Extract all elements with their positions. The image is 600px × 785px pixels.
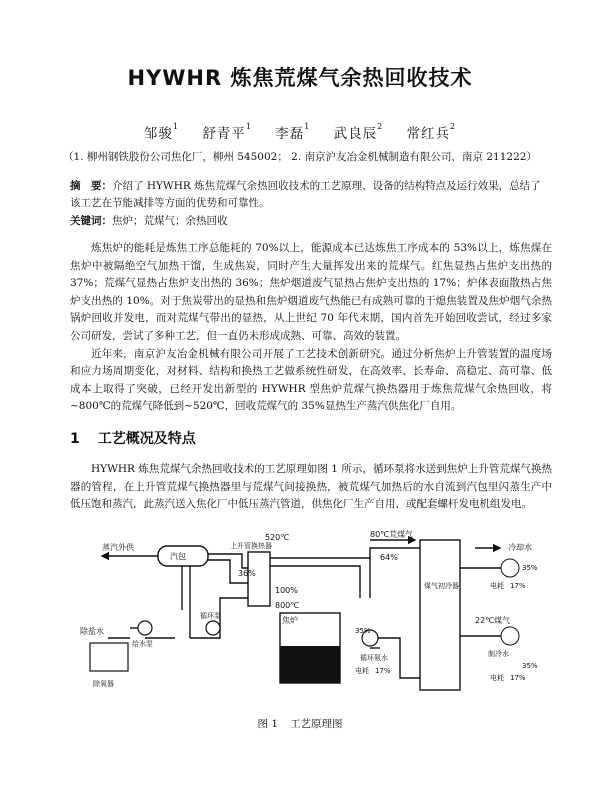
chilled-water-label: 制冷水 xyxy=(488,650,509,658)
author: 武良辰$^2$ xyxy=(333,122,384,142)
pct-100-label: 100% xyxy=(275,586,298,595)
abstract xyxy=(70,178,550,212)
coke-oven-body xyxy=(280,646,340,683)
abstract-text: 介绍了 HYWHR 炼焦荒煤气余热回收技术的工艺原理、设备的结构特点及运行效果，总结了该工艺在节能减排等方面的优势和可靠性。 xyxy=(70,180,541,209)
figure-caption xyxy=(0,716,600,731)
drum-label: 汽包 xyxy=(170,552,186,561)
elec-pct-1: 17% xyxy=(510,582,526,590)
process-diagram xyxy=(70,528,550,696)
keywords-text: 焦炉；荒煤气；余热回收 xyxy=(112,215,228,227)
author: 舒青平$^1$ xyxy=(202,122,252,142)
author: 李磊$^1$ xyxy=(275,122,311,142)
elec-pct-3: 17% xyxy=(510,674,526,682)
desalted-water-label: 除盐水 xyxy=(80,627,104,636)
elec-label-3: 电耗 xyxy=(490,674,504,682)
steam-out-label: 蒸汽外供 xyxy=(102,543,134,552)
paper-title: HYWHR 炼焦荒煤气余热回收技术 xyxy=(127,66,473,90)
pct-64-label: 64% xyxy=(380,553,398,562)
cooling-water-pump-icon xyxy=(501,559,519,577)
feed-pump-label: 给水泵 xyxy=(132,640,153,648)
paragraph: 近年来，南京沪友冶金机械有限公司开展了工艺技术创新研究。通过分析焦炉上升管装置的温度场和应力场周期变化，对材料、结构和换热工艺做系统性研发，在高效率、长寿命、高稳定、高可靠、低成本上取得了突破，已经开发出新型的 HYWHR 型焦炉荒煤气换热器用于炼焦荒煤气余热回收，将~800℃的荒煤气降低到~520℃，回收荒煤气的 35%显热生产蒸汽供焦化厂自用。 xyxy=(70,347,552,413)
chilled-water-pct: 35% xyxy=(522,662,538,670)
paragraph: HYWHR 炼焦荒煤气余热回收技术的工艺原理如图 1 所示，循环泵将水送到焦炉上升管荒煤气换热器的管程，在上升管荒煤气换热器里与荒煤气间接换热，被荒煤气加热后的水自流到汽包里闪蒸生产中低压饱和蒸汽，此蒸汽送入焦化厂中低压蒸汽管道，供焦化厂生产自用，或配套螺杆发电机组发电。 xyxy=(70,463,552,511)
feed-pump-icon xyxy=(138,621,152,635)
section-number: 1 xyxy=(70,431,80,447)
circulation-pump-icon xyxy=(206,621,220,635)
author: 常红兵$^2$ xyxy=(406,122,457,142)
elec-label-2: 电耗 xyxy=(355,667,369,675)
elec-pct-2: 17% xyxy=(375,667,391,675)
gas-22-label: 22℃煤气 xyxy=(475,616,511,625)
deaerator-tank xyxy=(90,643,128,671)
abstract-label: 摘 要： xyxy=(70,180,112,192)
gas-80-label: 80℃荒煤气 xyxy=(370,530,414,539)
keywords-label: 关键词： xyxy=(70,215,112,227)
cooling-water-pct: 35% xyxy=(522,564,538,572)
affiliations: （1. 柳州钢铁股份公司焦化厂，柳州 545002； 2. 南京沪友冶金机械制造有限公司，南京 211222） xyxy=(63,151,537,163)
paragraph: 炼焦炉的能耗是炼焦工序总能耗的 70%以上，能源成本已达炼焦工序成本的 53%以上，炼焦煤在焦炉中被隔绝空气加热干馏，生成焦炭，同时产生大量挥发出来的荒煤气。红焦显热占焦炉支出热的 37%；荒煤气显热占焦炉支出热的 36%；焦炉烟道废气显热占焦炉支出热的 17%；炉体表面散热占焦炉支出热的 10%。对于焦炭带出的显热和焦炉烟道废气热能已有成熟可靠的干熄焦装置及焦炉烟气余热锅炉回收并发电，而对荒煤气带出的显热，从上世纪 70 年代末期，国内首先开始回收尝试，经过多家公司研发，尝试了多种工艺，但一直仍未形成成熟、可靠、高效的装置。 xyxy=(70,242,552,342)
temp-800-label: 800℃ xyxy=(275,601,300,610)
pump-loss-pct: 35% xyxy=(355,627,371,635)
cooling-water-label: 冷却水 xyxy=(508,543,532,552)
section-body xyxy=(70,461,552,514)
author: 邹骏$^1$ xyxy=(143,122,180,142)
coke-oven-label: 焦炉 xyxy=(282,616,298,625)
caption-number: 图 1 xyxy=(257,718,279,730)
elec-label-1: 电耗 xyxy=(490,582,504,590)
cooler-label: 煤气初冷器 xyxy=(424,582,459,590)
pct-36-label: 36% xyxy=(238,569,256,578)
circulation-pump-label: 循环泵 xyxy=(200,612,221,620)
author-list xyxy=(0,122,600,142)
section-heading xyxy=(70,428,196,448)
chiller-pump-icon xyxy=(501,627,519,645)
keywords xyxy=(70,213,550,228)
exchanger-label: 上升管换热器 xyxy=(230,542,272,550)
caption-text: 工艺原理图 xyxy=(290,718,343,730)
circulating-ammonia-label: 循环氨水 xyxy=(360,654,388,662)
temp-520-label: 520℃ xyxy=(265,533,290,542)
intro-body xyxy=(70,240,552,416)
deaerator-label: 除氧器 xyxy=(93,680,114,688)
section-title: 工艺概况及特点 xyxy=(97,431,196,447)
